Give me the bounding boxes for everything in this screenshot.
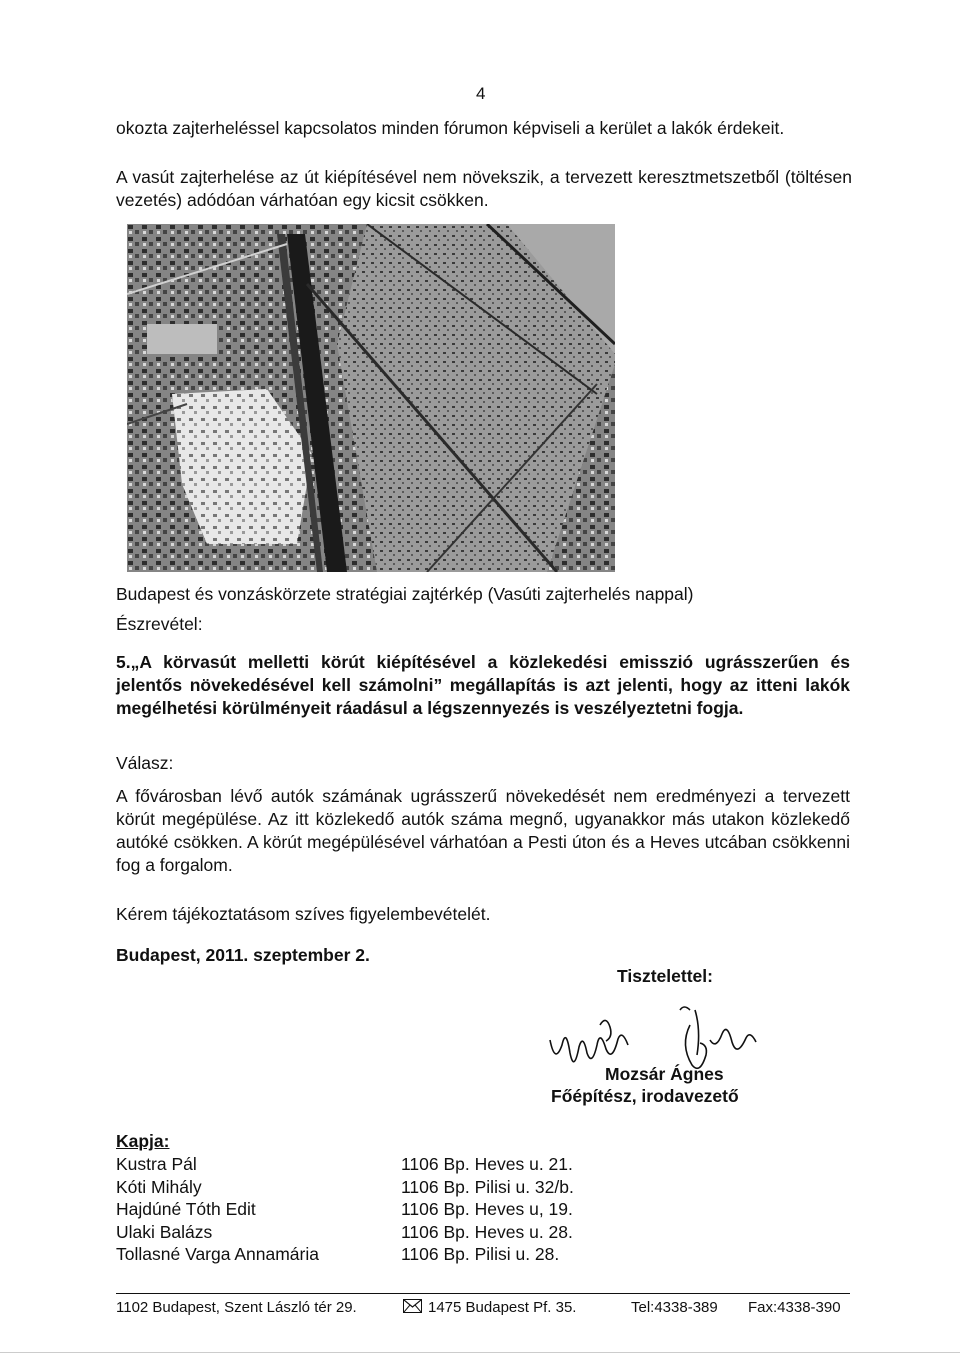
recipient-name: Kóti Mihály bbox=[116, 1176, 202, 1197]
recipients-heading: Kapja: bbox=[116, 1131, 170, 1151]
signer-name: Mozsár Ágnes bbox=[605, 1064, 724, 1084]
recipient-name: Kustra Pál bbox=[116, 1154, 197, 1174]
noise-map-image bbox=[127, 224, 615, 572]
recipient-name: Hajdúné Tóth Edit bbox=[116, 1199, 256, 1219]
signer-title: Főépítész, irodavezető bbox=[551, 1086, 739, 1106]
recipient-address: 1106 Bp. Heves u. 28. bbox=[401, 1221, 573, 1242]
postbox-text: 1475 Budapest Pf. 35. bbox=[428, 1299, 577, 1316]
remark-label: Észrevétel: bbox=[116, 614, 203, 634]
salutation: Tisztelettel: bbox=[617, 966, 713, 986]
map-caption: Budapest és vonzáskörzete stratégiai zajtérkép (Vasúti zajterhelés nappal) bbox=[116, 584, 694, 604]
footer-tel: Tel:4338-389 bbox=[631, 1299, 718, 1316]
scan-edge-line bbox=[0, 1352, 960, 1353]
closing-text: Kérem tájékoztatásom szíves figyelembevételét. bbox=[116, 904, 491, 924]
remark-text: 5.„A körvasút melletti körút kiépítésével a közlekedési emisszió ugrásszerűen és jelentős növekedésével kell számolni” megállapítás is azt jelenti, hogy az itteni lakók megélhetési körülményeit ráadásul a légszennyezés is veszélyeztetni fogja. bbox=[116, 652, 850, 718]
mail-icon bbox=[403, 1299, 422, 1313]
answer-text: A fővárosban lévő autók számának ugrásszerű növekedését nem eredményezi a tervezett körút megépülése. Az itt közlekedő autók száma megnő, ugyanakkor más utakon közlekedő autóké csökken. A körút megépülésével várhatóan a Pesti úton és a Heves utcában csökkenni fog a forgalom. bbox=[116, 786, 850, 875]
footer-fax: Fax:4338-390 bbox=[748, 1299, 841, 1316]
footer-divider bbox=[116, 1293, 850, 1294]
footer-postbox bbox=[403, 1299, 576, 1316]
footer-address: 1102 Budapest, Szent László tér 29. bbox=[116, 1299, 357, 1316]
recipient-name: Ulaki Balázs bbox=[116, 1221, 213, 1242]
intro-paragraph-1: okozta zajterheléssel kapcsolatos minden fórumon képviseli a kerület a lakók érdekeit. bbox=[116, 118, 785, 138]
recipient-address: 1106 Bp. Heves u, 19. bbox=[401, 1199, 573, 1219]
page-number: 4 bbox=[476, 84, 486, 103]
recipient-address: 1106 Bp. Heves u. 21. bbox=[401, 1154, 573, 1174]
recipient-addresses bbox=[401, 1153, 574, 1266]
recipient-name: Tollasné Varga Annamária bbox=[116, 1244, 319, 1264]
answer-label: Válasz: bbox=[116, 753, 174, 773]
recipient-names bbox=[116, 1153, 319, 1266]
date-line: Budapest, 2011. szeptember 2. bbox=[116, 945, 370, 965]
recipient-address: 1106 Bp. Pilisi u. 32/b. bbox=[401, 1176, 574, 1197]
recipient-address: 1106 Bp. Pilisi u. 28. bbox=[401, 1244, 560, 1264]
intro-paragraph-2: A vasút zajterhelése az út kiépítésével nem növekszik, a tervezett keresztmetszetből (töltésen vezetés) adódóan várhatóan egy kicsit csökken. bbox=[116, 167, 852, 210]
